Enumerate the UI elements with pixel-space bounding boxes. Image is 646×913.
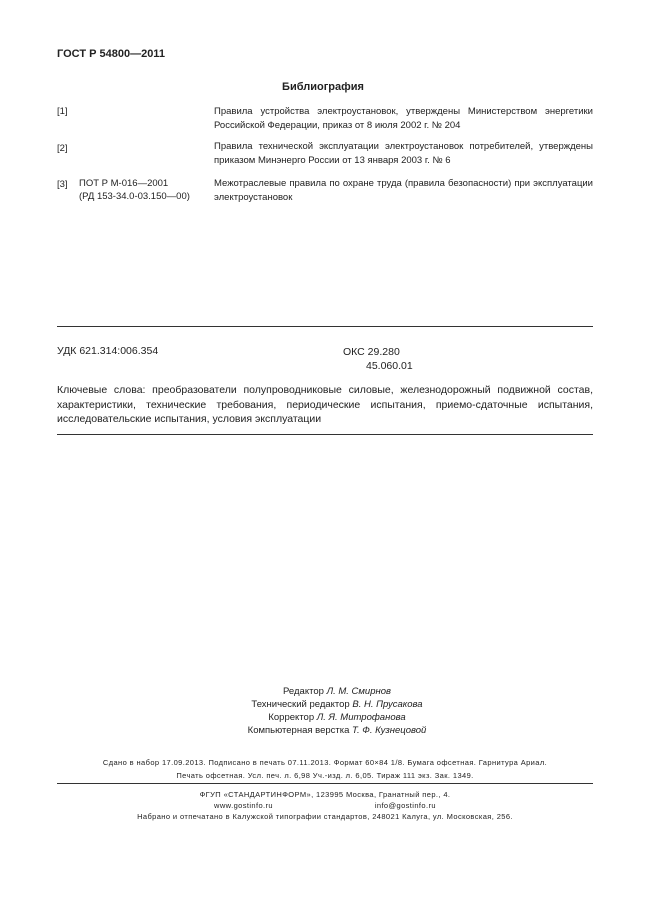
ref-text: Правила технической эксплуатации электроустановок потребителей, утверждены приказом Минэнерго России от 13 января 2003 г. № 6 (214, 141, 593, 166)
bibliography-title (0, 81, 646, 93)
publisher-email[interactable]: info@gostinfo.ru (374, 801, 436, 810)
print-imprint (57, 756, 593, 782)
staff-name: Т. Ф. Кузнецовой (352, 725, 427, 736)
oks-code-1: ОКС 29.280 (343, 346, 400, 358)
publisher-address: ФГУП «СТАНДАРТИНФОРМ», 123995 Москва, Гранатный пер., 4. (199, 790, 451, 799)
staff-name: Л. Я. Митрофанова (316, 712, 406, 723)
publisher-website[interactable]: www.gostinfo.ru (214, 801, 273, 810)
ref-number: [2] (57, 143, 68, 154)
standard-header: ГОСТ Р 54800—2011 (57, 48, 165, 60)
ref-number: [1] (57, 106, 68, 117)
staff-row (0, 724, 646, 737)
ref-number: [3] (57, 179, 68, 190)
ref-source-alt-code: (РД 153-34.0-03.150—00) (79, 191, 190, 202)
staff-row (0, 711, 646, 724)
staff-row (0, 685, 646, 698)
ref-text: Межотраслевые правила по охране труда (правила безопасности) при эксплуатации электроустановок (214, 178, 593, 203)
staff-row (0, 698, 646, 711)
staff-role: Редактор (283, 686, 324, 697)
ref-source-code: ПОТ Р М-016—2001 (79, 178, 169, 189)
staff-role: Компьютерная верстка (247, 725, 350, 736)
oks-codes (343, 345, 413, 373)
ref-source (79, 177, 190, 203)
printing-house: Набрано и отпечатано в Калужской типографии стандартов, 248021 Калуга, ул. Московская, 256. (137, 812, 513, 821)
ref-text: Правила устройства электроустановок, утверждены Министерством энергетики Российской Федерации, приказ от 8 июля 2002 г. № 204 (214, 106, 593, 131)
keywords: Ключевые слова: преобразователи полупроводниковые силовые, железнодорожный подвижной состав, характеристики, технические требования, периодические испытания, приемо-сдаточные испытания, исследовательские испытания, условия эксплуатации (57, 384, 593, 425)
divider-line (57, 783, 593, 784)
bibliography-title-text: Библиография (282, 81, 364, 93)
publisher-contacts (57, 800, 593, 811)
imprint-line-1: Сдано в набор 17.09.2013. Подписано в печать 07.11.2013. Формат 60×84 1/8. Бумага офсетная. Гарнитура Ариал. (102, 758, 548, 767)
staff-role: Корректор (268, 712, 315, 723)
staff-name: Л. М. Смирнов (326, 686, 391, 697)
divider-line (57, 326, 593, 327)
udk-code: УДК 621.314:006.354 (57, 345, 159, 357)
imprint-line-2: Печать офсетная. Усл. печ. л. 6,98 Уч.-изд. л. 6,05. Тираж 111 экз. Зак. 1349. (176, 771, 474, 780)
oks-code-2: 45.060.01 (366, 360, 413, 372)
divider-line (57, 434, 593, 435)
publisher-info (57, 789, 593, 822)
staff-role: Технический редактор (251, 699, 350, 710)
staff-name: В. Н. Прусакова (352, 699, 423, 710)
editorial-staff (0, 685, 646, 737)
